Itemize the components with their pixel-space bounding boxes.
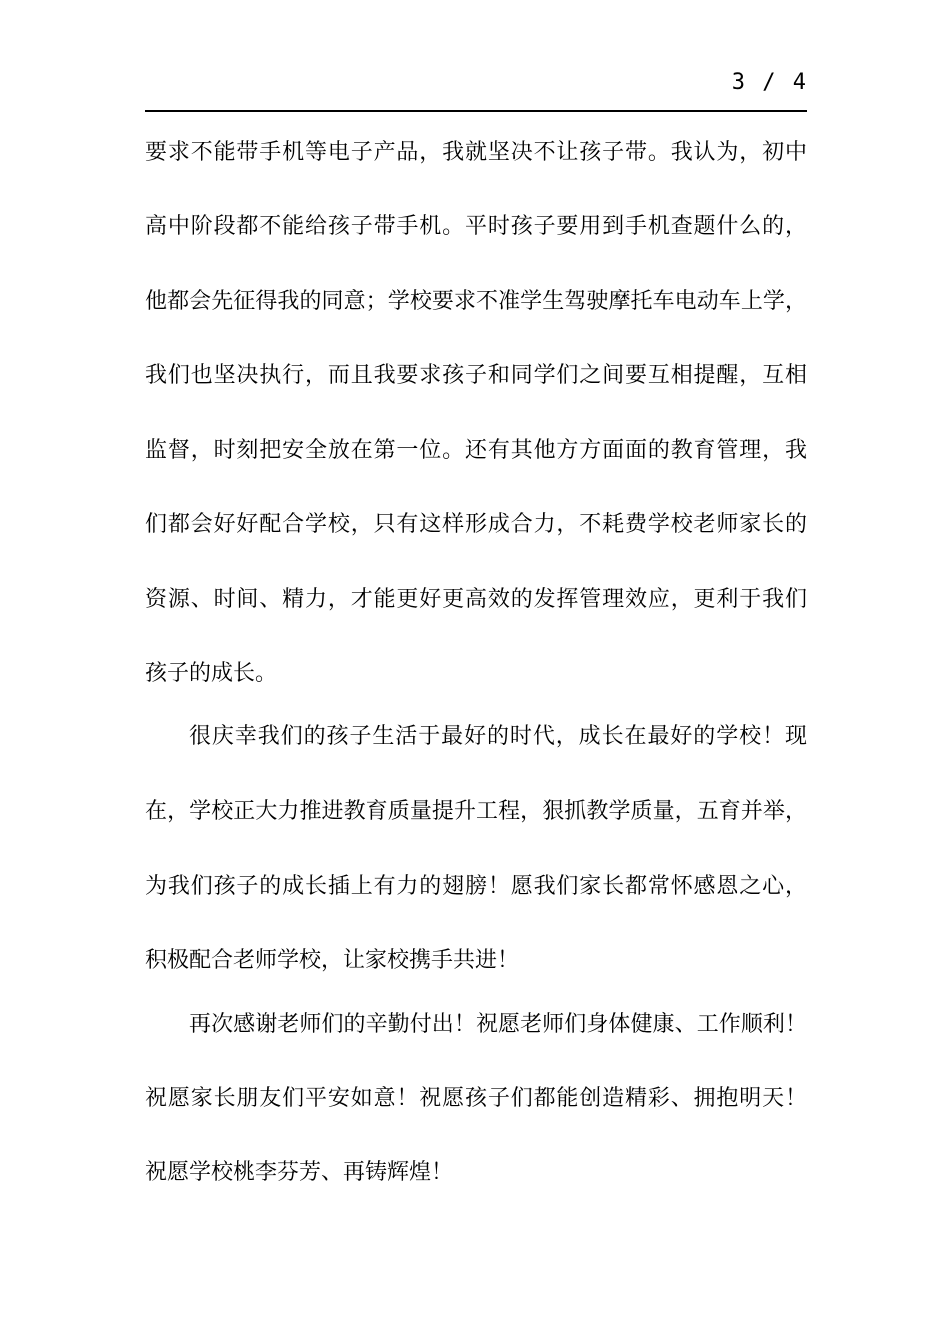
text-line: 高中阶段都不能给孩子带手机。平时孩子要用到手机查题什么的， <box>145 214 807 239</box>
text-line: 我们也坚决执行，而且我要求孩子和同学们之间要互相提醒，互相 <box>145 363 807 388</box>
page-number: 3 / 4 <box>731 70 808 95</box>
text-line: 资源、时间、精力，才能更好更高效的发挥管理效应，更利于我们 <box>145 587 807 612</box>
text-line: 们都会好好配合学校，只有这样形成合力，不耗费学校老师家长的 <box>145 512 807 537</box>
paragraph-first-line: 很庆幸我们的孩子生活于最好的时代，成长在最好的学校！现 <box>189 724 807 749</box>
text-line: 为我们孩子的成长插上有力的翅膀！愿我们家长都常怀感恩之心， <box>145 874 807 899</box>
text-line: 积极配合老师学校，让家校携手共进！ <box>145 948 520 973</box>
header-rule <box>145 110 807 112</box>
text-line: 在，学校正大力推进教育质量提升工程，狠抓教学质量，五育并举， <box>145 799 807 824</box>
text-line: 监督，时刻把安全放在第一位。还有其他方方面面的教育管理，我 <box>145 438 807 463</box>
text-line: 祝愿学校桃李芬芳、再铸辉煌！ <box>145 1160 454 1185</box>
paragraph-first-line: 再次感谢老师们的辛勤付出！祝愿老师们身体健康、工作顺利！ <box>189 1012 807 1037</box>
text-line: 要求不能带手机等电子产品，我就坚决不让孩子带。我认为，初中 <box>145 140 807 165</box>
text-line: 他都会先征得我的同意；学校要求不准学生驾驶摩托车电动车上学， <box>145 289 807 314</box>
text-line: 孩子的成长。 <box>145 661 278 686</box>
text-line: 祝愿家长朋友们平安如意！祝愿孩子们都能创造精彩、拥抱明天！ <box>145 1086 807 1111</box>
